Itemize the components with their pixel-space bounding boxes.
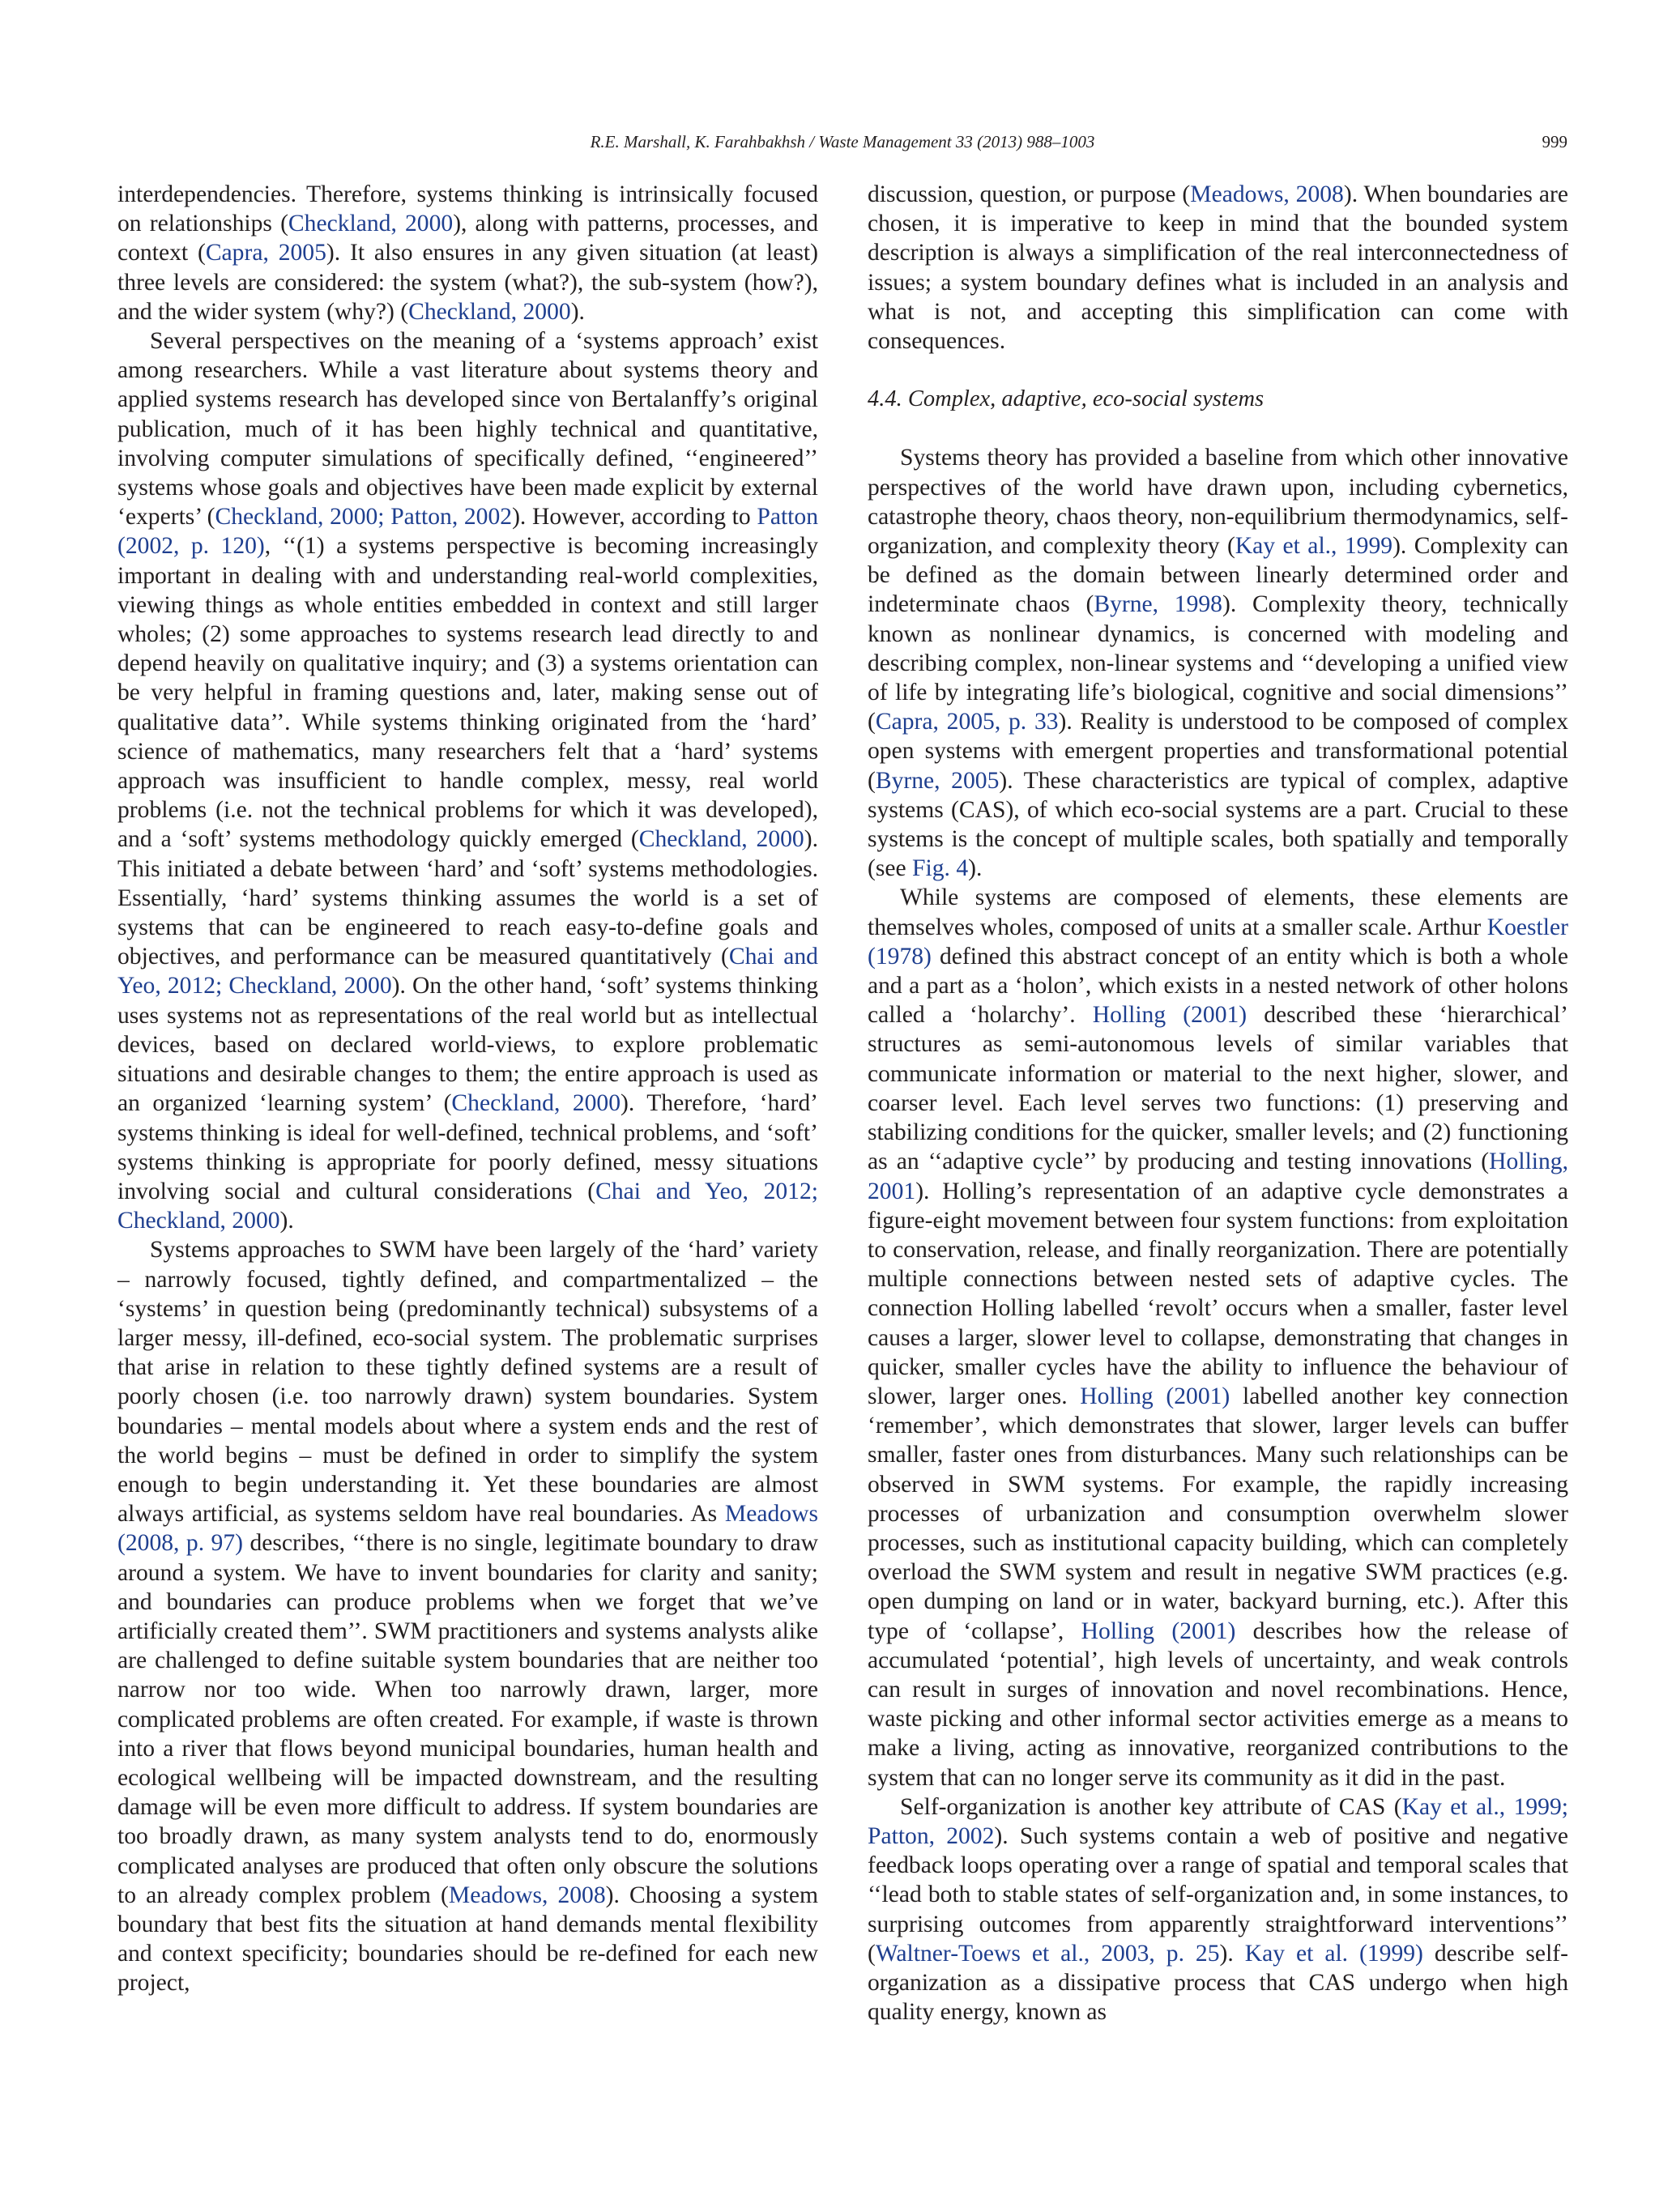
citation-link[interactable]: Byrne, 2005 [875, 767, 1000, 794]
citation-link[interactable]: Capra, 2005, p. 33 [875, 709, 1059, 735]
citation-link[interactable]: Byrne, 1998 [1094, 591, 1222, 618]
citation-link[interactable]: Chai and Yeo, 2012; Checkland, 2000 [117, 944, 818, 999]
figure-link[interactable]: Fig. 4 [912, 855, 969, 882]
citation-link[interactable]: Meadows, 2008 [1190, 181, 1344, 207]
page-number: 999 [1542, 132, 1567, 151]
citation-link[interactable]: Kay et al., 1999 [1235, 533, 1393, 560]
citation-link[interactable]: Holling (2001) [1080, 1383, 1230, 1409]
citation-link[interactable]: Kay et al. (1999) [1244, 1940, 1423, 1967]
right-column [868, 180, 1568, 2027]
citation-link[interactable]: Chai and Yeo, 2012; Checkland, 2000 [117, 1178, 818, 1234]
citation-link[interactable]: Patton (2002, p. 120) [117, 504, 818, 560]
citation-link[interactable]: Waltner-Toews et al., 2003, p. 25 [875, 1940, 1220, 1967]
left-column [117, 180, 818, 1998]
citation-link[interactable]: Holling, 2001 [868, 1149, 1568, 1204]
citation-link[interactable]: Checkland, 2000 [288, 211, 454, 237]
section-heading: 4.4. Complex, adaptive, eco-social systems [868, 386, 1265, 412]
paragraph: Systems approaches to SWM have been largely of the ‘hard’ variety – narrowly focused, tightly defined, and compartmentalized – the ‘systems’ in question being (predominantly technical) subsystems of a larger messy, ill-defined, eco-social system. The problematic surprises that arise in relation to these tightly defined systems are a result of poorly chosen (i.e. too narrowly drawn) system boundaries. System boundaries – mental models about where a system ends and the rest of the world begins – must be defined in order to simplify the system enough to begin understanding it. Yet these boundaries are almost always artificial, as systems seldom have real boundaries. As Meadows (2008, p. 97) describes, ‘‘there is no single, legitimate boundary to draw around a system. We have to invent boundaries for clarity and sanity; and boundaries can produce problems when we forget that we’ve artificially created them’’. SWM practitioners and systems analysts alike are challenged to define suitable system boundaries that are neither too narrow nor too wide. When too narrowly drawn, larger, more complicated problems are often created. For example, if waste is thrown into a river that flows beyond municipal boundaries, human health and ecological wellbeing will be impacted downstream, and the resulting damage will be even more difficult to address. If system boundaries are too broadly drawn, as many system analysts tend to do, enormously complicated analyses are produced that often only obscure the solutions to an already complex problem (Meadows, 2008). Choosing a system boundary that best fits the situation at hand demands mental flexibility and context specificity; boundaries should be re-defined for each new project, [117, 1237, 819, 1997]
paragraph: discussion, question, or purpose (Meadows, 2008). When boundaries are chosen, it is imperative to keep in mind that the bounded system description is always a simplification of the real interconnectedness of issues; a system boundary defines what is included in an analysis and what is not, and accepting this simplification can come with consequences. [868, 181, 1568, 355]
citation-link[interactable]: Checkland, 2000 [451, 1090, 621, 1117]
citation-link[interactable]: Capra, 2005 [205, 240, 326, 266]
citation-link[interactable]: Meadows, 2008 [448, 1882, 606, 1908]
citation-link[interactable]: Checkland, 2000 [408, 298, 571, 325]
running-header [117, 128, 1567, 156]
citation-link[interactable]: Checkland, 2000 [638, 826, 804, 853]
journal-citation: R.E. Marshall, K. Farahbakhsh / Waste Management 33 (2013) 988–1003 [590, 132, 1095, 151]
paragraph: Several perspectives on the meaning of a ‘systems approach’ exist among researchers. While a vast literature about systems theory and applied systems research has developed since von Bertalanffy’s original publication, much of it has been highly technical and quantitative, involving computer simulations of specifically defined, ‘‘engineered’’ systems whose goals and objectives have been made explicit by external ‘experts’ (Checkland, 2000; Patton, 2002). However, according to Patton (2002, p. 120), ‘‘(1) a systems perspective is becoming increasingly important in dealing with and understanding real-world complexities, viewing things as whole entities embedded in context and still larger wholes; (2) some approaches to systems research lead directly to and depend heavily on qualitative inquiry; and (3) a systems orientation can be very helpful in framing questions and, later, making sense out of qualitative data’’. While systems thinking originated from the ‘hard’ science of mathematics, many researchers felt that a ‘hard’ systems approach was insufficient to handle complex, messy, real world problems (i.e. not the technical problems for which it was developed), and a ‘soft’ systems methodology quickly emerged (Checkland, 2000). This initiated a debate between ‘hard’ and ‘soft’ systems methodologies. Essentially, ‘hard’ systems thinking assumes the world is a set of systems that can be engineered to reach easy-to-define goals and objectives, and performance can be measured quantitatively (Chai and Yeo, 2012; Checkland, 2000). On the other hand, ‘soft’ systems thinking uses systems not as representations of the real world but as intellectual devices, based on declared world-views, to explore problematic situations and desirable changes to them; the entire approach is used as an organized ‘learning system’ (Checkland, 2000). Therefore, ‘hard’ systems thinking is ideal for well-defined, technical problems, and ‘soft’ systems thinking is appropriate for poorly defined, messy situations involving social and cultural considerations (Chai and Yeo, 2012; Checkland, 2000). [117, 328, 819, 1234]
citation-link[interactable]: Checkland, 2000; Patton, 2002 [215, 504, 513, 531]
paragraph: Systems theory has provided a baseline from which other innovative perspectives of the world have drawn upon, including cybernetics, catastrophe theory, chaos theory, non-equilibrium thermodynamics, self-organization, and complexity theory (Kay et al., 1999). Complexity can be defined as the domain between linearly determined order and indeterminate chaos (Byrne, 1998). Complexity theory, technically known as nonlinear dynamics, is concerned with modeling and describing complex, non-linear systems and ‘‘developing a unified view of life by integrating life’s biological, cognitive and social dimensions’’ (Capra, 2005, p. 33). Reality is understood to be composed of complex open systems with emergent properties and transformational potential (Byrne, 2005). These characteristics are typical of complex, adaptive systems (CAS), of which eco-social systems are a part. Crucial to these systems is the concept of multiple scales, both spatially and temporally (see Fig. 4). [868, 445, 1569, 882]
citation-link[interactable]: Holling (2001) [1081, 1617, 1236, 1644]
paragraph: While systems are composed of elements, these elements are themselves wholes, composed of units at a smaller scale. Arthur Koestler (1978) defined this abstract concept of an entity which is both a whole and a part as a ‘holon’, which exists in a nested network of other holons called a ‘holarchy’. Holling (2001) described these ‘hierarchical’ structures as semi-autonomous levels of similar variables that communicate information or material to the next higher, slower, and coarser level. Each level serves two functions: (1) preserving and stabilizing conditions for the quicker, smaller levels; and (2) functioning as an ‘‘adaptive cycle’’ by producing and testing innovations (Holling, 2001). Holling’s representation of an adaptive cycle demonstrates a figure-eight movement between four system functions: from exploitation to conservation, release, and finally reorganization. There are potentially multiple connections between nested sets of adaptive cycles. The connection Holling labelled ‘revolt’ occurs when a smaller, faster level causes a larger, slower level to collapse, demonstrating that changes in quicker, smaller cycles have the ability to influence the behaviour of slower, larger ones. Holling (2001) labelled another key connection ‘remember’, which demonstrates that slower, larger levels can buffer smaller, faster ones from disturbances. Many such relationships can be observed in SWM systems. For example, the rapidly increasing processes of urbanization and consumption overwhelm slower processes, such as institutional capacity building, which can completely overload the SWM system and result in negative SWM practices (e.g. open dumping on land or in water, backyard burning, etc.). After this type of ‘collapse’, Holling (2001) describes how the release of accumulated ‘potential’, high levels of uncertainty, and weak controls can result in surges of innovation and novel recombinations. Hence, waste picking and other informal sector activities emerge as a means to make a living, acting as innovative, reorganized contributions to the system that can no longer serve its community as it did in the past. [868, 884, 1568, 1791]
paragraph: Self-organization is another key attribute of CAS (Kay et al., 1999; Patton, 2002). Such systems contain a web of positive and negative feedback loops operating over a range of spatial and temporal scales that ‘‘lead both to stable states of self-organization and, in some instances, to surprising outcomes from apparently straightforward interventions’’ (Waltner-Toews et al., 2003, p. 25). Kay et al. (1999) describe self-organization as a dissipative process that CAS undergo when high quality energy, known as [868, 1793, 1569, 2026]
citation-link[interactable]: Kay et al., 1999; Patton, 2002 [868, 1793, 1568, 1849]
citation-link[interactable]: Meadows (2008, p. 97) [117, 1501, 818, 1557]
paragraph: interdependencies. Therefore, systems thinking is intrinsically focused on relationships (Checkland, 2000), along with patterns, processes, and context (Capra, 2005). It also ensures in any given situation (at least) three levels are considered: the system (what?), the sub-system (how?), and the wider system (why?) (Checkland, 2000). [117, 181, 818, 325]
citation-link[interactable]: Holling (2001) [1092, 1002, 1247, 1029]
citation-link[interactable]: Koestler (1978) [868, 914, 1568, 970]
